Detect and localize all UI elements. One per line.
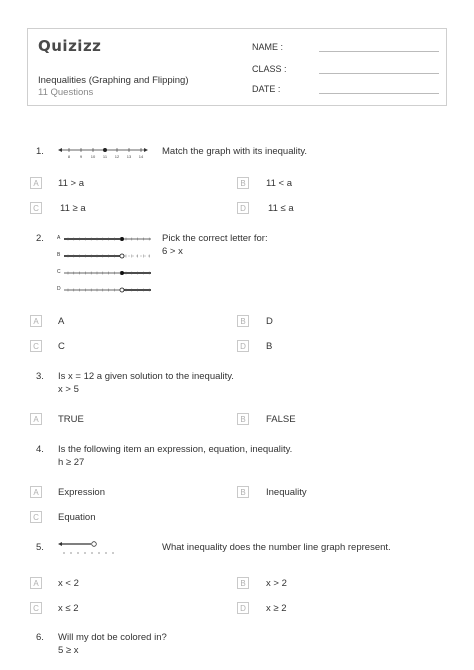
- option-text: x > 2: [266, 578, 287, 589]
- option-text: x ≥ 2: [266, 603, 287, 614]
- q5-number-line: [58, 538, 118, 558]
- option-text: FALSE: [266, 414, 296, 425]
- graph-label: D: [57, 286, 61, 292]
- question-number: 1.: [36, 146, 44, 157]
- tick-label: 13: [126, 154, 132, 159]
- question-prompt: Pick the correct letter for:: [162, 233, 268, 244]
- tick-label: 12: [114, 154, 120, 159]
- class-field[interactable]: [319, 73, 439, 74]
- tick-label: 14: [138, 154, 144, 159]
- question-number: 3.: [36, 371, 44, 382]
- option-text: Expression: [58, 487, 105, 498]
- question-number: 4.: [36, 444, 44, 455]
- question-prompt: Is x = 12 a given solution to the inequality.: [58, 371, 234, 382]
- arrow-right: [144, 148, 148, 152]
- graph-label: B: [57, 252, 61, 258]
- option-text: 11 ≥ a: [60, 203, 86, 214]
- option-text: Equation: [58, 512, 96, 523]
- option-letter-box[interactable]: B: [237, 486, 249, 498]
- question-prompt: What inequality does the number line graph represent.: [162, 542, 391, 553]
- arrow-left: [58, 148, 62, 152]
- option-letter-box[interactable]: B: [237, 577, 249, 589]
- q1-number-line: [58, 144, 148, 160]
- solid-dot: [103, 148, 107, 152]
- option-text: C: [58, 341, 65, 352]
- quizizz-logo: Quizizz: [38, 37, 102, 55]
- option-text: D: [266, 316, 273, 327]
- option-text: Inequality: [266, 487, 307, 498]
- option-text: 11 ≤ a: [268, 203, 294, 214]
- date-field[interactable]: [319, 93, 439, 94]
- date-label: DATE :: [252, 84, 281, 94]
- open-dot: [92, 542, 97, 547]
- option-text: B: [266, 341, 273, 352]
- question-prompt: Is the following item an expression, equation, inequality.: [58, 444, 293, 455]
- question-prompt: Match the graph with its inequality.: [162, 146, 308, 157]
- option-letter-box[interactable]: A: [30, 577, 42, 589]
- tick-label: 9: [79, 154, 83, 159]
- question-prompt: Will my dot be colored in?: [58, 632, 167, 643]
- option-letter-box[interactable]: D: [237, 202, 249, 214]
- class-label: CLASS :: [252, 64, 287, 74]
- option-letter-box[interactable]: C: [30, 340, 42, 352]
- worksheet-subtitle: 11 Questions: [38, 87, 94, 98]
- question-expression: h ≥ 27: [58, 457, 85, 468]
- option-letter-box[interactable]: B: [237, 315, 249, 327]
- option-letter-box[interactable]: C: [30, 511, 42, 523]
- question-number: 6.: [36, 632, 44, 643]
- graph-label: A: [57, 235, 61, 241]
- open-dot: [120, 254, 124, 258]
- tick-label: 10: [90, 154, 96, 159]
- option-text: 11 < a: [266, 178, 292, 189]
- option-text: TRUE: [58, 414, 84, 425]
- tick-label: 8: [67, 154, 71, 159]
- tick-label: 11: [102, 154, 108, 159]
- option-letter-box[interactable]: B: [237, 177, 249, 189]
- q2-graph-choices: [56, 230, 156, 298]
- question-expression: 5 ≥ x: [58, 645, 79, 656]
- option-text: x < 2: [58, 578, 79, 589]
- graph-label: C: [57, 269, 61, 275]
- option-text: x ≤ 2: [58, 603, 79, 614]
- open-dot: [120, 288, 124, 292]
- option-letter-box[interactable]: A: [30, 413, 42, 425]
- question-number: 5.: [36, 542, 44, 553]
- option-letter-box[interactable]: D: [237, 340, 249, 352]
- option-text: A: [58, 316, 65, 327]
- option-letter-box[interactable]: A: [30, 315, 42, 327]
- name-label: NAME :: [252, 42, 284, 52]
- option-letter-box[interactable]: A: [30, 486, 42, 498]
- solid-dot: [120, 271, 124, 275]
- option-letter-box[interactable]: C: [30, 202, 42, 214]
- worksheet-title: Inequalities (Graphing and Flipping): [38, 75, 189, 86]
- worksheet-header: [27, 28, 447, 106]
- option-letter-box[interactable]: C: [30, 602, 42, 614]
- question-expression: x > 5: [58, 384, 79, 395]
- arrow-left: [58, 542, 62, 546]
- question-expression: 6 > x: [162, 246, 183, 257]
- option-letter-box[interactable]: D: [237, 602, 249, 614]
- option-letter-box[interactable]: A: [30, 177, 42, 189]
- option-letter-box[interactable]: B: [237, 413, 249, 425]
- question-number: 2.: [36, 233, 44, 244]
- solid-dot: [120, 237, 124, 241]
- name-field[interactable]: [319, 51, 439, 52]
- option-text: 11 > a: [58, 178, 84, 189]
